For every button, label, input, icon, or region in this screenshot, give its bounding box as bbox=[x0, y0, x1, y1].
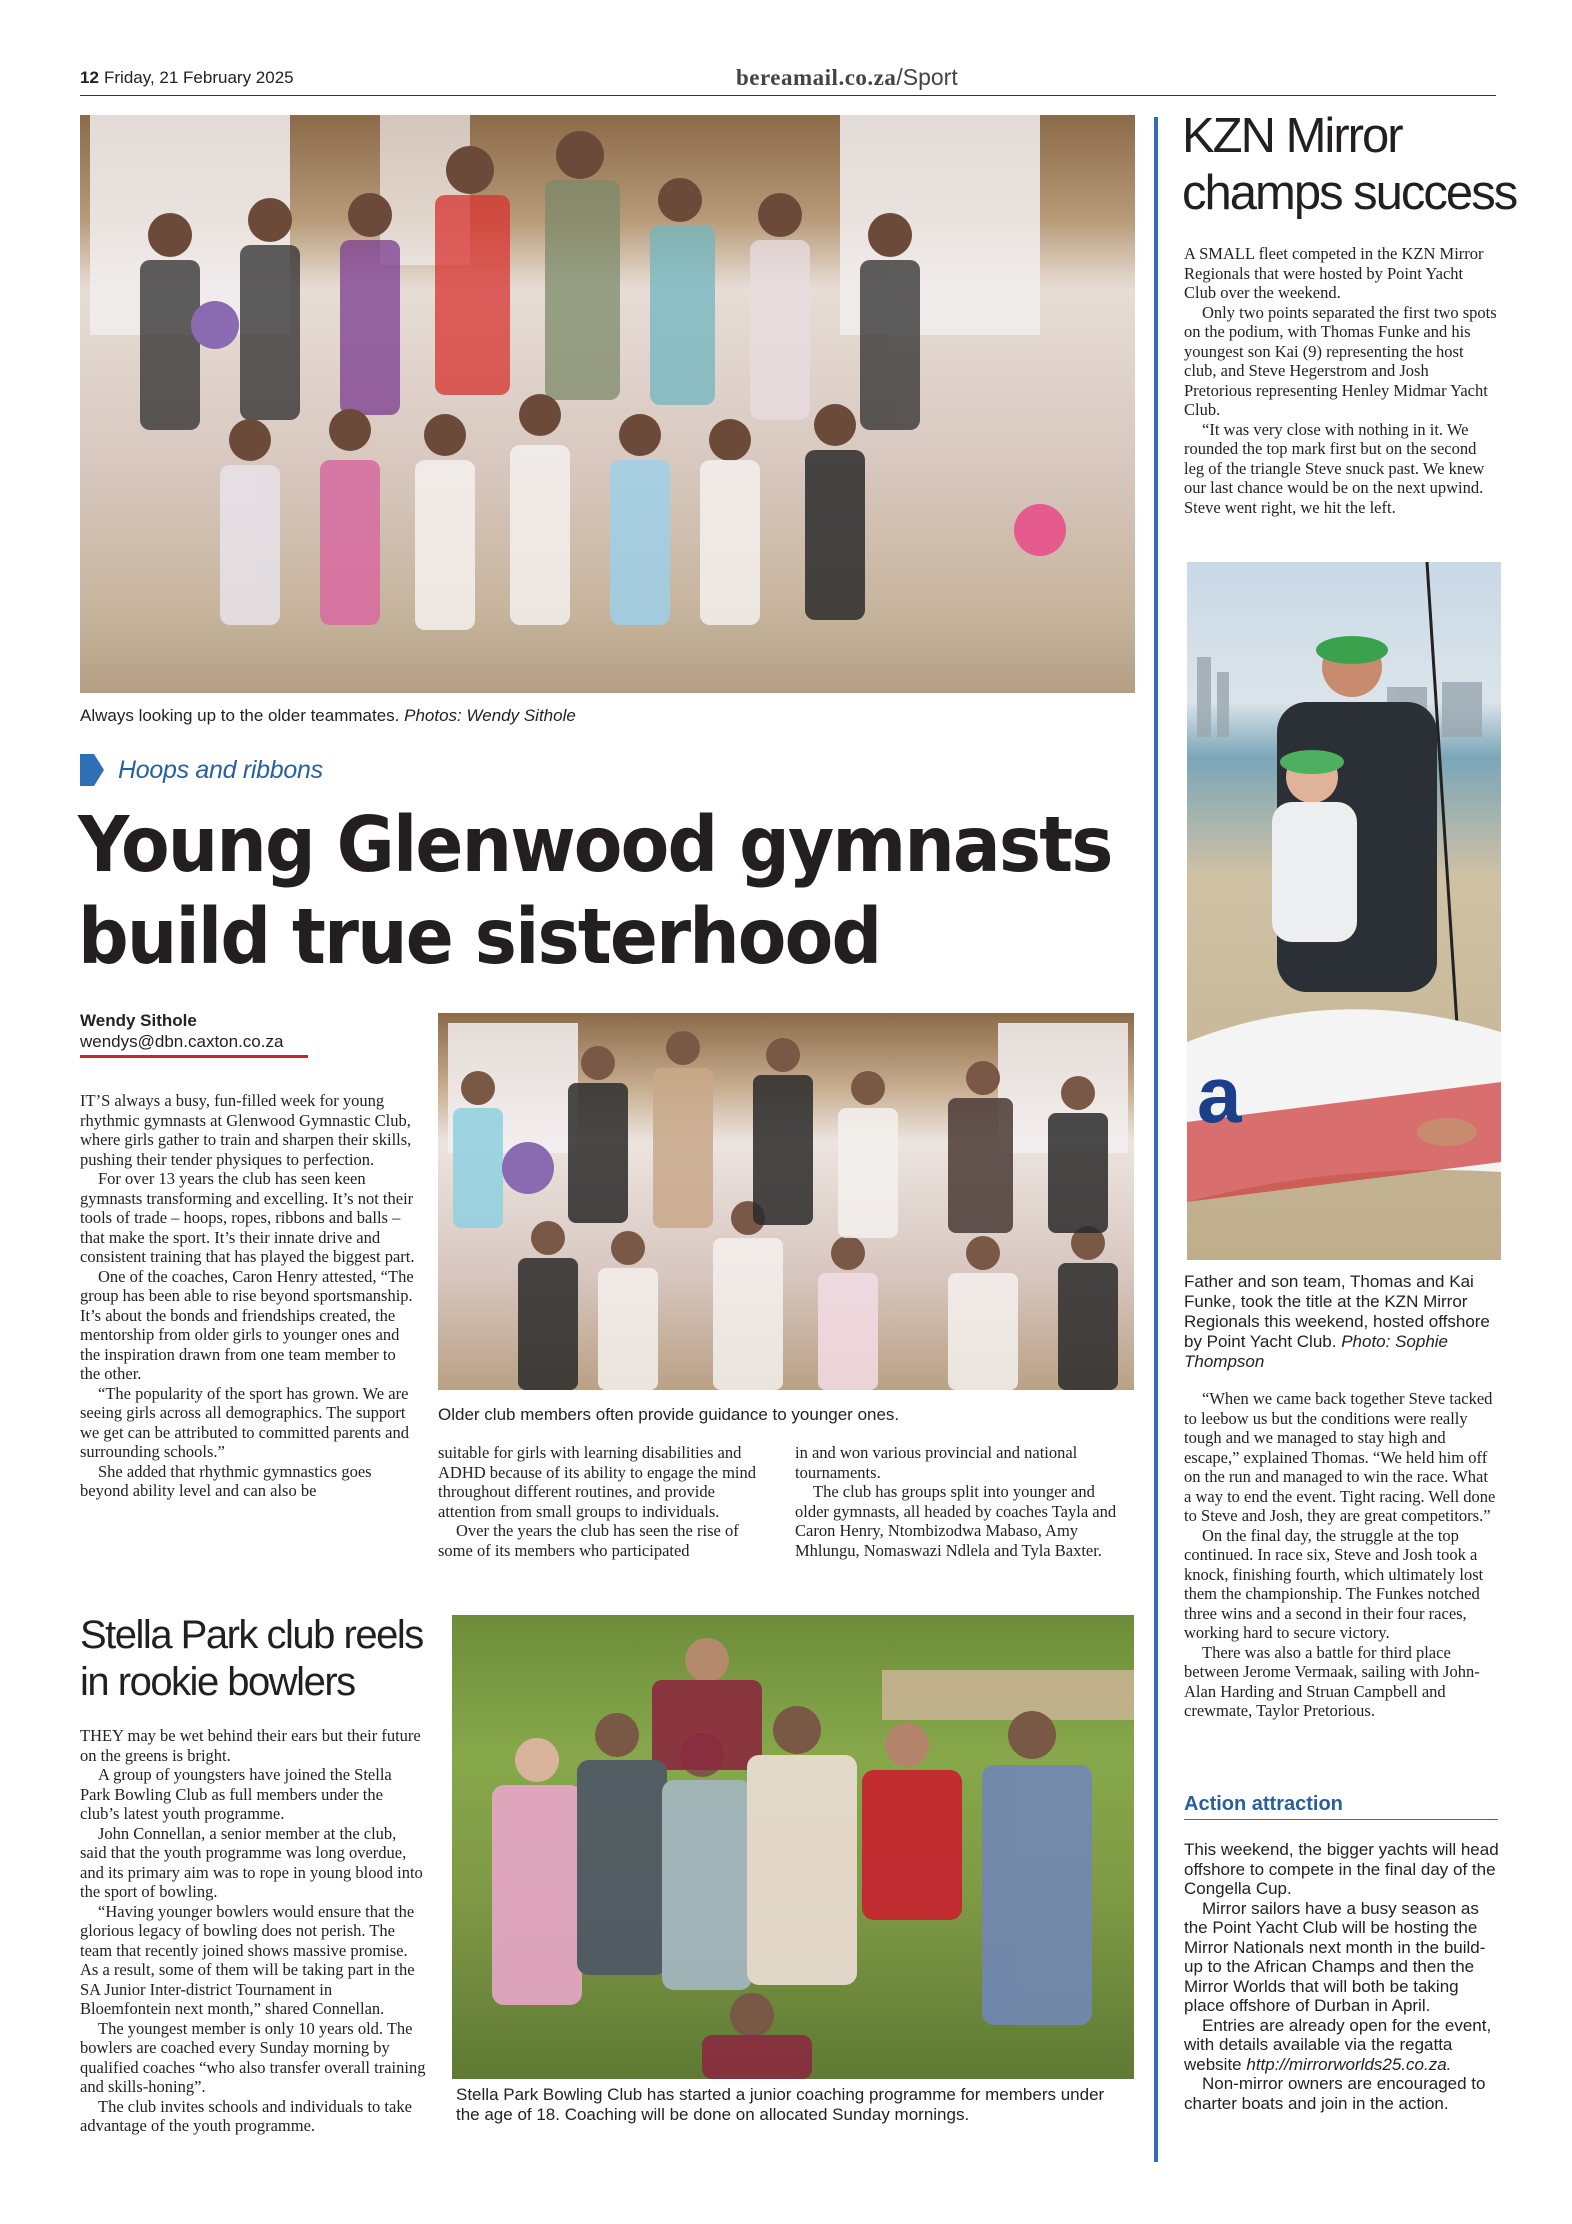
gymnasts-photo-main bbox=[80, 115, 1135, 693]
sidebar-divider bbox=[1154, 117, 1158, 2162]
byline-rule bbox=[80, 1055, 308, 1058]
page-number: 12 bbox=[80, 68, 99, 87]
sailing-photo-caption bbox=[1184, 1272, 1502, 1372]
byline bbox=[80, 1011, 308, 1058]
kicker bbox=[80, 754, 323, 786]
sidebar-body-top bbox=[1184, 244, 1498, 517]
bowls-story-body bbox=[80, 1726, 426, 2136]
sailing-photo-graphic bbox=[1187, 562, 1501, 1260]
bowls-headline-line1: Stella Park club reels bbox=[80, 1613, 423, 1657]
main-story-col2 bbox=[438, 1443, 774, 1560]
col1-paragraph: IT’S always a busy, fun-filled week for young rhythmic gymnasts at Glenwood Gymnastic Club, where girls gather to train and sharpen their skills, pushing their tender physiques to perfection. bbox=[80, 1091, 412, 1169]
action-paragraph: Mirror sailors have a busy season as the Point Yacht Club will be hosting the Mirror Nationals next month in the build-up to the African Champs and then the Mirror Worlds that will both be taking place offshore of Durban in April. bbox=[1184, 1898, 1486, 2015]
page-header bbox=[80, 66, 1496, 96]
bowls-paragraph: The club invites schools and individuals to take advantage of the youth programme. bbox=[80, 2096, 412, 2135]
bowls-paragraph: A group of youngsters have joined the Stella Park Bowling Club as full members under the club’s latest youth programme. bbox=[80, 1765, 392, 1823]
col1-paragraph: She added that rhythmic gymnastics goes beyond ability level and can also be bbox=[80, 1461, 372, 1500]
col1-paragraph: For over 13 years the club has seen keen gymnasts transforming and excelling. It’s not their tools of trade – hoops, ropes, ribbons and balls – that make the sport. It’s their innate drive and consistent training that has played the biggest part. bbox=[80, 1169, 415, 1266]
byline-email: wendys@dbn.caxton.co.za bbox=[80, 1032, 284, 1051]
kicker-text: Hoops and ribbons bbox=[118, 755, 323, 784]
sailing-photo-caption-text: Father and son team, Thomas and Kai Funke, took the title at the KZN Mirror Regionals this weekend, hosted offshore by Point Yacht Club. bbox=[1184, 1272, 1490, 1351]
action-body bbox=[1184, 1840, 1500, 2113]
sail-hull-letter: a bbox=[1197, 1050, 1242, 1139]
col1-paragraph: One of the coaches, Caron Henry attested, “The group has been able to rise beyond sportsmanship. It’s about the bonds and friendships created, the mentorship from older girls to younger ones and the inspiration drawn from one team member to the other. bbox=[80, 1266, 414, 1383]
main-photo-caption bbox=[80, 706, 1135, 726]
col3-paragraph: in and won various provincial and national tournaments. bbox=[795, 1443, 1078, 1482]
regatta-website-link[interactable]: http://mirrorworlds25.co.za. bbox=[1246, 2054, 1452, 2074]
sidebar-paragraph: There was also a battle for third place between Jerome Vermaak, sailing with John-Alan Harding and Struan Campbell and crewmate, Taylor Pretorious. bbox=[1184, 1642, 1480, 1720]
sidebar-headline-line2: champs success bbox=[1182, 166, 1517, 220]
bowlers-photo-graphic bbox=[452, 1615, 1134, 2079]
action-subhead-text: Action attraction bbox=[1184, 1793, 1343, 1815]
action-subhead bbox=[1184, 1793, 1498, 1820]
sidebar-body-bottom bbox=[1184, 1389, 1498, 1721]
bowls-paragraph: John Connellan, a senior member at the club, said that the youth programme was long overdue, and its primary aim was to rope in young blood into the sport of bowling. bbox=[80, 1823, 423, 1901]
bowlers-photo-caption: Stella Park Bowling Club has started a junior coaching programme for members under the age of 18. Coaching will be done on allocated Sunday mornings. bbox=[456, 2085, 1105, 2124]
sailing-photo-caption-credit: Photo: Sophie Thompson bbox=[1184, 1332, 1449, 1371]
action-paragraph bbox=[1184, 2016, 1500, 2075]
bowlers-photo bbox=[452, 1615, 1134, 2079]
action-paragraph-text: Entries are already open for the event, with details available via the regatta website bbox=[1184, 2015, 1492, 2074]
sidebar-headline-line1: KZN Mirror bbox=[1182, 109, 1402, 163]
sidebar-paragraph: On the final day, the struggle at the top continued. In race six, Steve and Josh took a knock, finishing fourth, which ultimately lost them the championship. The Funkes notched three wins and a second in their four races, working hard to secure victory. bbox=[1184, 1525, 1484, 1642]
kicker-marker-icon bbox=[80, 754, 104, 786]
site-name: bereamail.co.za bbox=[736, 65, 897, 90]
main-photo-caption-text: Always looking up to the older teammates. bbox=[80, 706, 400, 725]
main-story-col1 bbox=[80, 1091, 416, 1501]
sidebar-paragraph: A SMALL fleet competed in the KZN Mirror Regionals that were hosted by Point Yacht Club over the weekend. bbox=[1184, 244, 1484, 302]
site-section bbox=[736, 64, 958, 91]
bowls-headline bbox=[80, 1612, 440, 1706]
gymnasts-photo-main-graphic bbox=[80, 115, 1135, 693]
sidebar-paragraph: Only two points separated the first two spots on the podium, with Thomas Funke and his youngest son Kai (9) representing the host club, and Steve Hegerstrom and Josh Pretorious representing Henley Midmar Yacht Club. bbox=[1184, 302, 1497, 419]
sailing-photo bbox=[1187, 562, 1501, 1260]
bowls-paragraph: The youngest member is only 10 years old. The bowlers are coached every Sunday morning by qualified coaches “who also transfer overall training and skills-honing”. bbox=[80, 2018, 426, 2096]
main-headline-line2: build true sisterhood bbox=[78, 893, 881, 982]
action-paragraph: This weekend, the bigger yachts will head offshore to compete in the final day of the Congella Cup. bbox=[1184, 1840, 1499, 1898]
site-slash: / bbox=[896, 64, 903, 90]
col2-paragraph: Over the years the club has seen the rise of some of its members who participated bbox=[438, 1521, 739, 1560]
bowls-headline-line2: in rookie bowlers bbox=[80, 1660, 355, 1704]
bowls-paragraph: THEY may be wet behind their ears but their future on the greens is bright. bbox=[80, 1726, 421, 1765]
bowls-paragraph: “Having younger bowlers would ensure that the glorious legacy of bowling does not perish. The team that recently joined shows massive promise. As a result, some of them will be taking part in the SA Junior Inter-district Tournament in Bloemfontein next month,” shared Connellan. bbox=[80, 1901, 415, 2018]
col1-paragraph: “The popularity of the sport has grown. We are seeing girls across all demographics. The support we get can be attributed to committed parents and surrounding schools.” bbox=[80, 1383, 409, 1461]
main-story-col3 bbox=[795, 1443, 1131, 1560]
gymnasts-photo-older-graphic bbox=[438, 1013, 1134, 1390]
byline-name: Wendy Sithole bbox=[80, 1011, 197, 1030]
gymnasts-photo-older bbox=[438, 1013, 1134, 1390]
older-photo-caption: Older club members often provide guidance to younger ones. bbox=[438, 1405, 900, 1424]
main-headline-line1: Young Glenwood gymnasts bbox=[78, 801, 1112, 890]
col3-paragraph: The club has groups split into younger and older gymnasts, all headed by coaches Tayla and Caron Henry, Ntombizodwa Mabaso, Amy Mhlungu, Nomaswazi Ndlela and Tyla Baxter. bbox=[795, 1482, 1117, 1560]
section-name: Sport bbox=[902, 64, 958, 90]
sidebar-paragraph: “It was very close with nothing in it. We rounded the top mark first but on the second leg of the triangle Steve snuck past. We knew our last chance would be on the next upwind. Steve went right, we hit the left. bbox=[1184, 419, 1485, 517]
sidebar-paragraph: “When we came back together Steve tacked to leebow us but the conditions were really tough and we managed to stay high and escape,” explained Thomas. “We held him off on the run and managed to win the race. What a way to end the event. Tight racing. Well done to Steve and Josh, they are great competitors.” bbox=[1184, 1389, 1496, 1525]
action-paragraph: Non-mirror owners are encouraged to charter boats and join in the action. bbox=[1184, 2074, 1486, 2113]
main-photo-caption-credit: Photos: Wendy Sithole bbox=[404, 706, 576, 725]
sidebar-headline bbox=[1182, 108, 1517, 222]
main-headline bbox=[78, 800, 1112, 984]
col2-paragraph: suitable for girls with learning disabilities and ADHD because of its ability to engage the mind throughout different routines, and provide attention from small groups to individuals. bbox=[438, 1443, 757, 1521]
issue-date: Friday, 21 February 2025 bbox=[104, 68, 294, 87]
